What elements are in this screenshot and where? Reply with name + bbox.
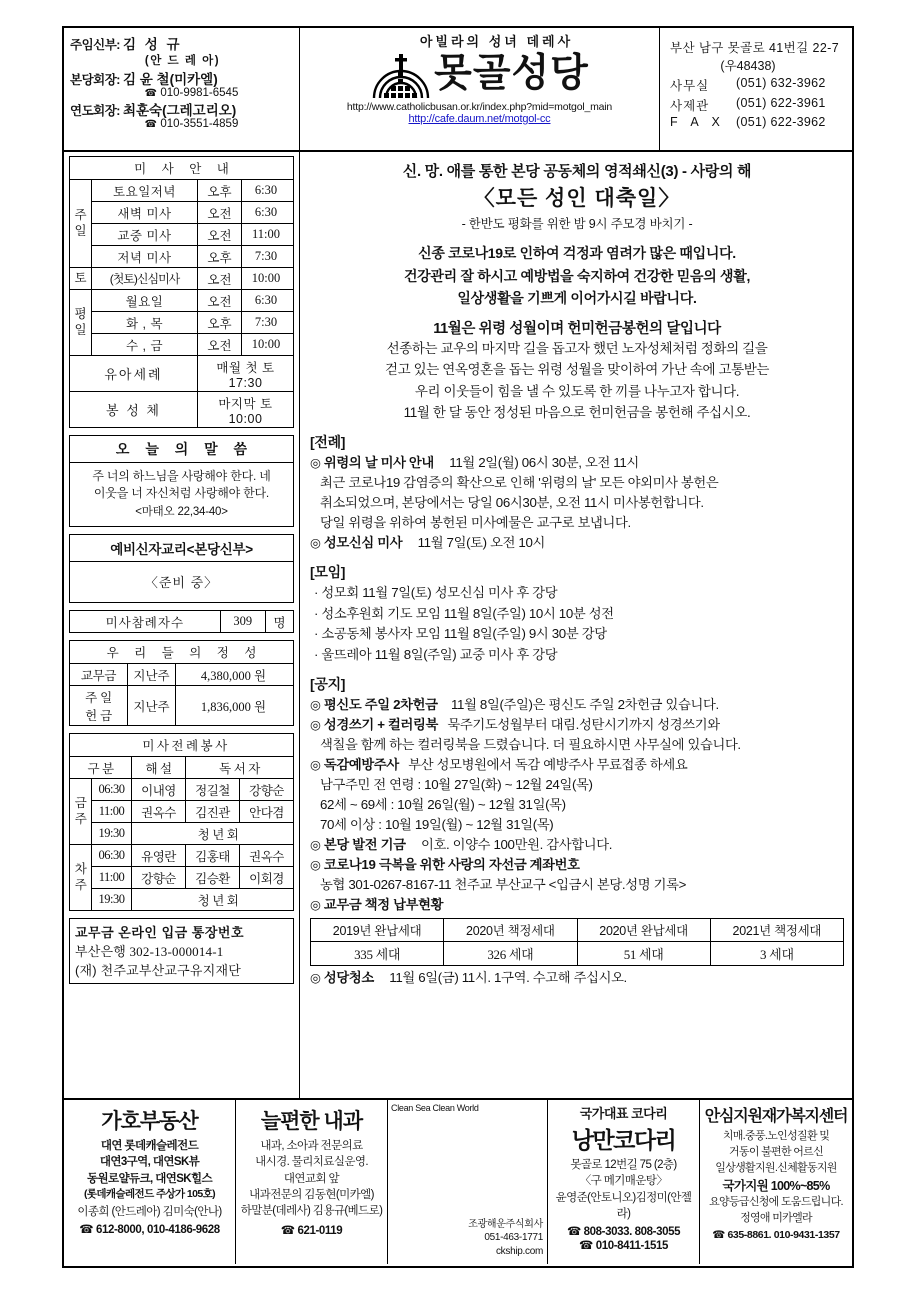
telephone-icon: ☎ <box>579 1240 593 1253</box>
mass-name: 화 , 목 <box>92 312 198 334</box>
mass-name: 새벽 미사 <box>92 202 198 224</box>
parish-chair-name: 김 윤 철(미카엘) <box>122 72 218 87</box>
ring-bullet-icon: ◎ <box>310 970 321 985</box>
table-row <box>311 941 844 965</box>
mass-ampm: 오전 <box>198 268 242 290</box>
ad-clinic[interactable] <box>236 1100 388 1264</box>
ad-line: 치매.중풍.노인성질환 및 <box>722 1130 830 1142</box>
todays-word-box <box>69 435 294 527</box>
service-time: 19:30 <box>92 889 132 911</box>
rectory-phone-label: 사제관 <box>670 98 710 113</box>
mass-time: 11:00 <box>242 224 294 246</box>
mass-name: 교중 미사 <box>92 224 198 246</box>
column-header-division: 구 분 <box>70 757 132 779</box>
offering-amount: 1,836,000 원 <box>176 686 294 726</box>
table-row <box>70 664 294 686</box>
infant-baptism-label: 유아세례 <box>70 356 198 392</box>
payment-col-header: 2020년 책정세대 <box>444 918 577 941</box>
offerings-table <box>69 640 294 726</box>
verse-reference: <마태오 22,34-40> <box>135 505 228 518</box>
notice-title: 평신도 주일 2차헌금 <box>323 697 438 713</box>
offering-period: 지난주 <box>128 686 176 726</box>
main-content <box>300 152 852 1098</box>
november-line-3: 우리 이웃들이 힘을 낼 수 있도록 한 끼를 나누고자 합니다. <box>414 383 740 399</box>
november-line-1: 선종하는 교우의 마지막 길을 돕고자 했던 노자성체처럼 정화의 길을 <box>386 341 768 357</box>
left-sidebar <box>64 152 300 1098</box>
ad-shipping-contact <box>468 1218 543 1259</box>
verse-line-1: 주 너의 하느님을 사랑해야 한다. 네 <box>92 469 271 483</box>
service-commentator: 강향순 <box>132 867 186 889</box>
table-row <box>70 845 294 867</box>
notice-title: 본당 발전 기금 <box>323 837 406 853</box>
ring-bullet-icon: ◎ <box>310 456 321 471</box>
attendance-unit: 명 <box>266 611 294 633</box>
table-row <box>70 180 294 202</box>
liturgy-item-note-1: 최근 코로나19 감염증의 확산으로 인해 '위령의 날' 모든 야외미사 봉헌은 <box>320 475 719 491</box>
church-name: 못골성당 <box>434 50 589 96</box>
november-line-4: 11월 한 달 동안 정성된 마음으로 헌미헌금을 봉헌해 주십시오. <box>403 405 751 420</box>
mass-time: 6:30 <box>242 290 294 312</box>
bank-account-holder: (재) 천주교부산교구유지재단 <box>75 963 241 979</box>
offering-amount: 4,380,000 원 <box>176 664 294 686</box>
bulletin-body <box>64 152 852 1098</box>
mass-ampm: 오후 <box>198 312 242 334</box>
offerings-title: 우 리 들 의 정 성 <box>70 641 294 664</box>
table-row <box>70 312 294 334</box>
office-phone-label: 사무실 <box>670 79 710 93</box>
notice-detail: 11월 8일(주일)은 평신도 주일 2차헌금 있습니다. <box>450 697 719 713</box>
ad-kicker: 국가대표 코다리 <box>579 1106 668 1121</box>
service-reader-1: 김홍태 <box>186 845 240 867</box>
ad-address: 못골로 12번길 75 (2층) <box>570 1159 677 1171</box>
ad-title: 낭만코다리 <box>571 1127 676 1153</box>
week-label-next: 차 주 <box>70 845 92 911</box>
payment-value: 335 세대 <box>311 941 444 965</box>
yeondo-chair-label: 연도회장: <box>70 104 120 118</box>
church-emblem-icon <box>370 48 432 100</box>
mass-name: (첫토)신심미사 <box>92 268 198 290</box>
yeondo-chair-phone: 010-3551-4859 <box>160 118 239 130</box>
service-reader-2: 권옥수 <box>240 845 294 867</box>
table-row <box>70 356 294 392</box>
yeondo-chair-name: 최훈숙(그레고리오) <box>122 103 237 118</box>
notice-title: 독감예방주사 <box>323 757 399 773</box>
notice-note: 색칠을 함께 하는 컬러링북을 드렸습니다. 더 필요하시면 사무실에 있습니다. <box>320 737 741 753</box>
november-line-2: 걷고 있는 연옥영혼을 돕는 위령 성월을 맞이하여 가난 속에 고통받는 <box>384 362 770 378</box>
payment-value: 51 세대 <box>577 941 710 965</box>
telephone-icon: ☎ <box>144 88 158 99</box>
mass-time: 6:30 <box>242 180 294 202</box>
parish-chair-phone: 010-9981-6545 <box>160 87 239 99</box>
ad-slogan: Clean Sea Clean World <box>391 1103 479 1113</box>
ad-title: 안심지원재가복지센터 <box>704 1108 848 1125</box>
service-time: 11:00 <box>92 867 132 889</box>
mass-name: 월요일 <box>92 290 198 312</box>
cleaning-title: 성당청소 <box>323 969 374 985</box>
ad-real-estate[interactable] <box>64 1100 236 1264</box>
mass-name: 토요일저녁 <box>92 180 198 202</box>
charity-account-note: 농협 301-0267-8167-11 천주교 부산교구 <입금시 본당.성명 기록> <box>320 876 686 892</box>
ad-line: 내과, 소아과 전문의료 <box>260 1140 363 1152</box>
church-website-url[interactable]: http://www.catholicbusan.or.kr/index.php?mid=motgol_main <box>346 101 613 113</box>
ad-phone-row-2 <box>551 1238 696 1252</box>
ad-line: 대연 롯데캐슬레전드 <box>100 1140 199 1152</box>
peace-prayer-note: - 한반도 평화를 위한 밤 9시 주모경 바치기 - <box>461 217 693 231</box>
table-header-row <box>311 918 844 941</box>
section-label-liturgy: [전례] <box>310 434 346 451</box>
table-row <box>70 779 294 801</box>
church-address: 부산 남구 못골로 41번길 22-7 <box>670 41 840 55</box>
service-reader-2: 이회경 <box>240 867 294 889</box>
yeondo-chair-row <box>70 99 295 119</box>
catechumen-title: 예비신자교리<본당신부> <box>70 535 293 562</box>
service-reader-1: 김승환 <box>186 867 240 889</box>
pastor-baptismal-name: (안 드 레 아) <box>144 55 221 67</box>
ad-phone: 051-463-1771 <box>484 1232 543 1243</box>
ad-mobile-phone: 010-8411-1515 <box>595 1240 668 1253</box>
notice-item <box>310 755 844 775</box>
telephone-icon: ☎ <box>79 1224 94 1237</box>
cleaning-detail: 11월 6일(금) 11시. 1구역. 수고해 주십시오. <box>389 969 627 985</box>
service-reader-2: 안다겸 <box>240 801 294 823</box>
yeondo-chair-phone-row <box>70 118 295 130</box>
table-row <box>70 290 294 312</box>
cleaning-notice <box>310 968 844 988</box>
table-row <box>70 334 294 356</box>
column-header-readers: 독 서 자 <box>186 757 294 779</box>
ad-phone-row <box>703 1229 849 1241</box>
page-title: 신. 망. 애를 통한 본당 공동체의 영적쇄신(3) - 사랑의 해 <box>402 163 752 180</box>
notice-item <box>310 895 844 915</box>
table-row <box>70 246 294 268</box>
meeting-item: · 성소후원회 기도 모임 11월 8일(주일) 10시 10분 성전 <box>314 605 614 621</box>
bank-account-box <box>69 918 294 984</box>
table-row <box>70 268 294 290</box>
service-reader-2: 강향순 <box>240 779 294 801</box>
ad-staff-names: 하말분(데레사) 김용규(베드로) <box>240 1205 383 1218</box>
service-roster-table <box>69 733 294 911</box>
ring-bullet-icon: ◎ <box>310 758 321 773</box>
ad-phone: 808-3033. 808-3055 <box>583 1226 681 1239</box>
liturgy-item-title: 위령의 날 미사 안내 <box>323 455 434 471</box>
table-row <box>70 889 294 911</box>
liturgy-item-note-3: 당일 위령을 위하여 봉헌된 미사예물은 교구로 보냅니다. <box>320 515 631 531</box>
ad-company-name: 조광해운주식회사 <box>468 1218 543 1230</box>
notice-detail: 묵주기도성월부터 대림.성탄시기까지 성경쓰기와 <box>447 717 720 733</box>
payment-col-header: 2019년 완납세대 <box>311 918 444 941</box>
bulletin-header <box>64 28 852 152</box>
notice-item <box>310 695 844 715</box>
service-commentator: 권옥수 <box>132 801 186 823</box>
ring-bullet-icon: ◎ <box>310 718 321 733</box>
liturgy-item <box>310 533 844 553</box>
parish-chair-phone-row <box>70 87 295 99</box>
ad-shipping[interactable] <box>388 1100 548 1264</box>
ad-doctor-name: 내과전문의 김동현(미카엘) <box>249 1188 374 1201</box>
rectory-phone-row <box>670 96 848 114</box>
rectory-phone-number: (051) 622-3961 <box>736 95 826 110</box>
ad-phone-row <box>239 1223 384 1237</box>
service-group: 청 년 회 <box>132 823 294 845</box>
section-label-meetings: [모임] <box>310 564 346 581</box>
contact-info-block <box>660 28 852 150</box>
week-label-current: 금 주 <box>70 779 92 845</box>
pastor-label: 주임신부: <box>70 38 120 52</box>
mass-time: 10:00 <box>242 268 294 290</box>
service-reader-1: 정길철 <box>186 779 240 801</box>
feast-title: 〈모든 성인 대축일〉 <box>473 187 681 210</box>
mass-ampm: 오후 <box>198 180 242 202</box>
ad-line: 내시경. 물리치료실운영. <box>255 1156 368 1169</box>
table-row <box>70 202 294 224</box>
mass-group-saturday: 토 <box>70 268 92 290</box>
service-commentator: 이내영 <box>132 779 186 801</box>
mass-ampm: 오전 <box>198 290 242 312</box>
infant-baptism-detail: 매월 첫 토 17:30 <box>198 356 294 392</box>
verse-line-2: 이웃을 너 자신처럼 사랑해야 한다. <box>93 486 270 501</box>
table-row <box>70 823 294 845</box>
offering-period: 지난주 <box>128 664 176 686</box>
liturgy-item-title: 성모신심 미사 <box>323 535 403 551</box>
telephone-icon: ☎ <box>566 1226 581 1239</box>
ad-restaurant[interactable] <box>548 1100 700 1264</box>
service-reader-1: 김진관 <box>186 801 240 823</box>
intro-paragraph <box>310 242 844 310</box>
payment-status-table <box>310 918 844 966</box>
column-header-commentator: 해 설 <box>132 757 186 779</box>
advertisement-strip <box>64 1098 852 1264</box>
church-zipcode: (우48438) <box>720 59 776 73</box>
communion-visit-label: 봉 성 체 <box>70 392 198 428</box>
notice-title: 교무금 책정 납부현황 <box>323 896 444 912</box>
catechumen-box <box>69 534 294 603</box>
bank-title: 교무금 온라인 입금 통장번호 <box>75 925 245 941</box>
ad-line: 대연교회 앞 <box>283 1172 340 1185</box>
fax-row <box>670 115 848 129</box>
notice-title: 코로나19 극복을 위한 사랑의 자선금 계좌번호 <box>323 856 580 872</box>
attendance-table <box>69 610 294 633</box>
parish-chair-row <box>70 68 295 88</box>
clergy-info-block <box>64 28 300 150</box>
fax-label: F A X <box>670 115 725 129</box>
ring-bullet-icon: ◎ <box>310 536 321 551</box>
mass-time: 7:30 <box>242 312 294 334</box>
ad-manager-name: 정영애 미카엘라 <box>740 1211 812 1224</box>
liturgy-item-detail: 11월 7일(토) 오전 10시 <box>417 535 546 551</box>
catechumen-status: 〈준비 중〉 <box>144 575 219 591</box>
ad-line: 일상생활지원.신체활동지원 <box>715 1161 837 1174</box>
mass-name: 저녁 미사 <box>92 246 198 268</box>
ad-line: 대연3구역, 대연SK뷰 <box>99 1156 200 1169</box>
mass-time: 10:00 <box>242 334 294 356</box>
ad-phone-row <box>67 1222 232 1236</box>
todays-word-body <box>70 463 293 526</box>
table-row <box>70 224 294 246</box>
november-paragraph <box>310 338 844 423</box>
service-time: 06:30 <box>92 845 132 867</box>
service-group: 청 년 회 <box>132 889 294 911</box>
ad-phone: 635-8861. 010-9431-1357 <box>727 1228 840 1241</box>
patron-saint-line: 아빌라의 성녀 데레사 <box>419 34 574 49</box>
notice-title: 성경쓰기 + 컬러링북 <box>323 717 438 733</box>
notice-detail: 이호. 이양수 100만원. 감사합니다. <box>420 837 613 853</box>
service-time: 11:00 <box>92 801 132 823</box>
todays-word-title: 오 늘 의 말 씀 <box>70 436 293 463</box>
telephone-icon: ☎ <box>144 119 158 130</box>
ad-care-center[interactable] <box>700 1100 852 1264</box>
liturgy-item-note-2: 취소되었으며, 본당에서는 당일 06시30분, 오전 11시 미사봉헌합니다. <box>320 495 704 511</box>
bulletin-page <box>62 26 854 1268</box>
mass-ampm: 오전 <box>198 334 242 356</box>
service-commentator: 유영란 <box>132 845 186 867</box>
payment-value: 326 세대 <box>444 941 577 965</box>
meeting-item: · 성모회 11월 7일(토) 성모신심 미사 후 강당 <box>314 585 558 601</box>
intro-line-2: 건강관리 잘 하시고 예방법을 숙지하여 건강한 믿음의 생활, <box>403 267 751 284</box>
meeting-item: · 울뜨레아 11월 8일(주일) 교중 미사 후 강당 <box>314 646 558 662</box>
fax-number: (051) 622-3962 <box>736 115 826 129</box>
mass-schedule-title: 미 사 안 내 <box>70 157 294 180</box>
ad-line: 요양등급신청에 도움드립니다. <box>709 1195 843 1208</box>
office-phone-row <box>670 76 848 94</box>
table-row <box>70 611 294 633</box>
service-time: 06:30 <box>92 779 132 801</box>
payment-col-header: 2021년 책정세대 <box>710 918 843 941</box>
notice-item <box>310 855 844 875</box>
ad-contact-names: 이종희 (안드레아) 김미숙(안나) <box>77 1205 222 1218</box>
pastor-name: 김 성 규 <box>122 37 183 52</box>
ad-phone: 621-0119 <box>297 1224 343 1237</box>
table-row <box>70 867 294 889</box>
table-row <box>70 801 294 823</box>
table-row <box>70 392 294 428</box>
mass-ampm: 오전 <box>198 224 242 246</box>
notice-item <box>310 715 844 735</box>
offering-label-line2: 헌 금 <box>85 708 112 723</box>
ring-bullet-icon: ◎ <box>310 897 321 912</box>
table-row <box>70 686 294 726</box>
mass-schedule-table <box>69 156 294 428</box>
ad-title: 늘편한 내과 <box>260 1110 363 1133</box>
mass-group-sunday: 주 일 <box>70 180 92 268</box>
november-heading: 11월은 위령 성월이며 헌미헌금봉헌의 달입니다 <box>433 321 721 338</box>
logo-row <box>300 48 659 100</box>
ring-bullet-icon: ◎ <box>310 857 321 872</box>
offering-label <box>70 686 128 726</box>
liturgy-item-detail: 11월 2일(월) 06시 30분, 오전 11시 <box>449 455 639 471</box>
ad-line: (롯데캐슬레전드 주상가 105호) <box>83 1187 216 1200</box>
intro-line-3: 일상생활을 기쁘게 이어가시길 바랍니다. <box>457 290 697 307</box>
ad-website: ckship.com <box>495 1245 543 1257</box>
liturgy-item <box>310 453 844 473</box>
table-header-row <box>70 757 294 779</box>
ad-highlight: 국가지원 100%~85% <box>722 1178 830 1193</box>
ad-line: 거동이 불편한 어르신 <box>728 1145 824 1158</box>
payment-value: 3 세대 <box>710 941 843 965</box>
mass-time: 6:30 <box>242 202 294 224</box>
ad-phone-row-1 <box>551 1224 696 1238</box>
parish-chair-label: 본당회장: <box>70 73 120 87</box>
vaccination-note-1: 남구주민 전 연령 : 10월 27일(화) ~ 12월 24일(목) <box>320 777 593 793</box>
office-phone-number: (051) 632-3962 <box>736 76 826 90</box>
attendance-label: 미사참례자수 <box>70 611 221 633</box>
telephone-icon: ☎ <box>712 1228 725 1241</box>
mass-ampm: 오전 <box>198 202 242 224</box>
notice-detail: 부산 성모병원에서 독감 예방주사 무료접종 하세요 <box>408 757 688 773</box>
ring-bullet-icon: ◎ <box>310 838 321 853</box>
offering-label-line1: 주 일 <box>85 690 112 705</box>
intro-line-1: 신종 코로나19로 인하여 걱정과 염려가 많은 때입니다. <box>418 245 736 261</box>
service-time: 19:30 <box>92 823 132 845</box>
service-roster-title: 미 사 전 례 봉 사 <box>70 734 294 757</box>
mass-time: 7:30 <box>242 246 294 268</box>
bank-account-number: 부산은행 302-13-000014-1 <box>75 944 224 960</box>
ring-bullet-icon: ◎ <box>310 698 321 713</box>
church-logo-block <box>300 28 660 150</box>
payment-col-header: 2020년 완납세대 <box>577 918 710 941</box>
mass-name: 수 , 금 <box>92 334 198 356</box>
ad-owner-names: 윤영준(안토니오)김정미(안젤라) <box>555 1191 692 1220</box>
communion-visit-detail: 마지막 토 10:00 <box>198 392 294 428</box>
church-cafe-url[interactable]: http://cafe.daum.net/motgol-cc <box>408 113 551 125</box>
vaccination-note-2: 62세 ~ 69세 : 10월 26일(월) ~ 12월 31일(목) <box>320 797 566 813</box>
ad-former-name: 〈구 메기매운탕〉 <box>579 1175 668 1188</box>
offering-label: 교무금 <box>70 664 128 686</box>
attendance-count: 309 <box>220 611 265 633</box>
telephone-icon: ☎ <box>280 1224 295 1237</box>
mass-group-weekday: 평 일 <box>70 290 92 356</box>
ad-line: 동원로얄듀크, 대연SK힐스 <box>86 1172 213 1185</box>
meeting-item: · 소공동체 봉사자 모임 11월 8일(주일) 9시 30분 강당 <box>314 626 607 642</box>
pastor-row <box>70 33 295 53</box>
mass-ampm: 오후 <box>198 246 242 268</box>
ad-title: 가호부동산 <box>101 1110 198 1133</box>
notice-item <box>310 835 844 855</box>
ad-phone: 612-8000, 010-4186-9628 <box>95 1224 220 1237</box>
section-label-notices: [공지] <box>310 676 346 693</box>
vaccination-note-3: 70세 이상 : 10월 19일(월) ~ 12월 31일(목) <box>320 817 554 833</box>
